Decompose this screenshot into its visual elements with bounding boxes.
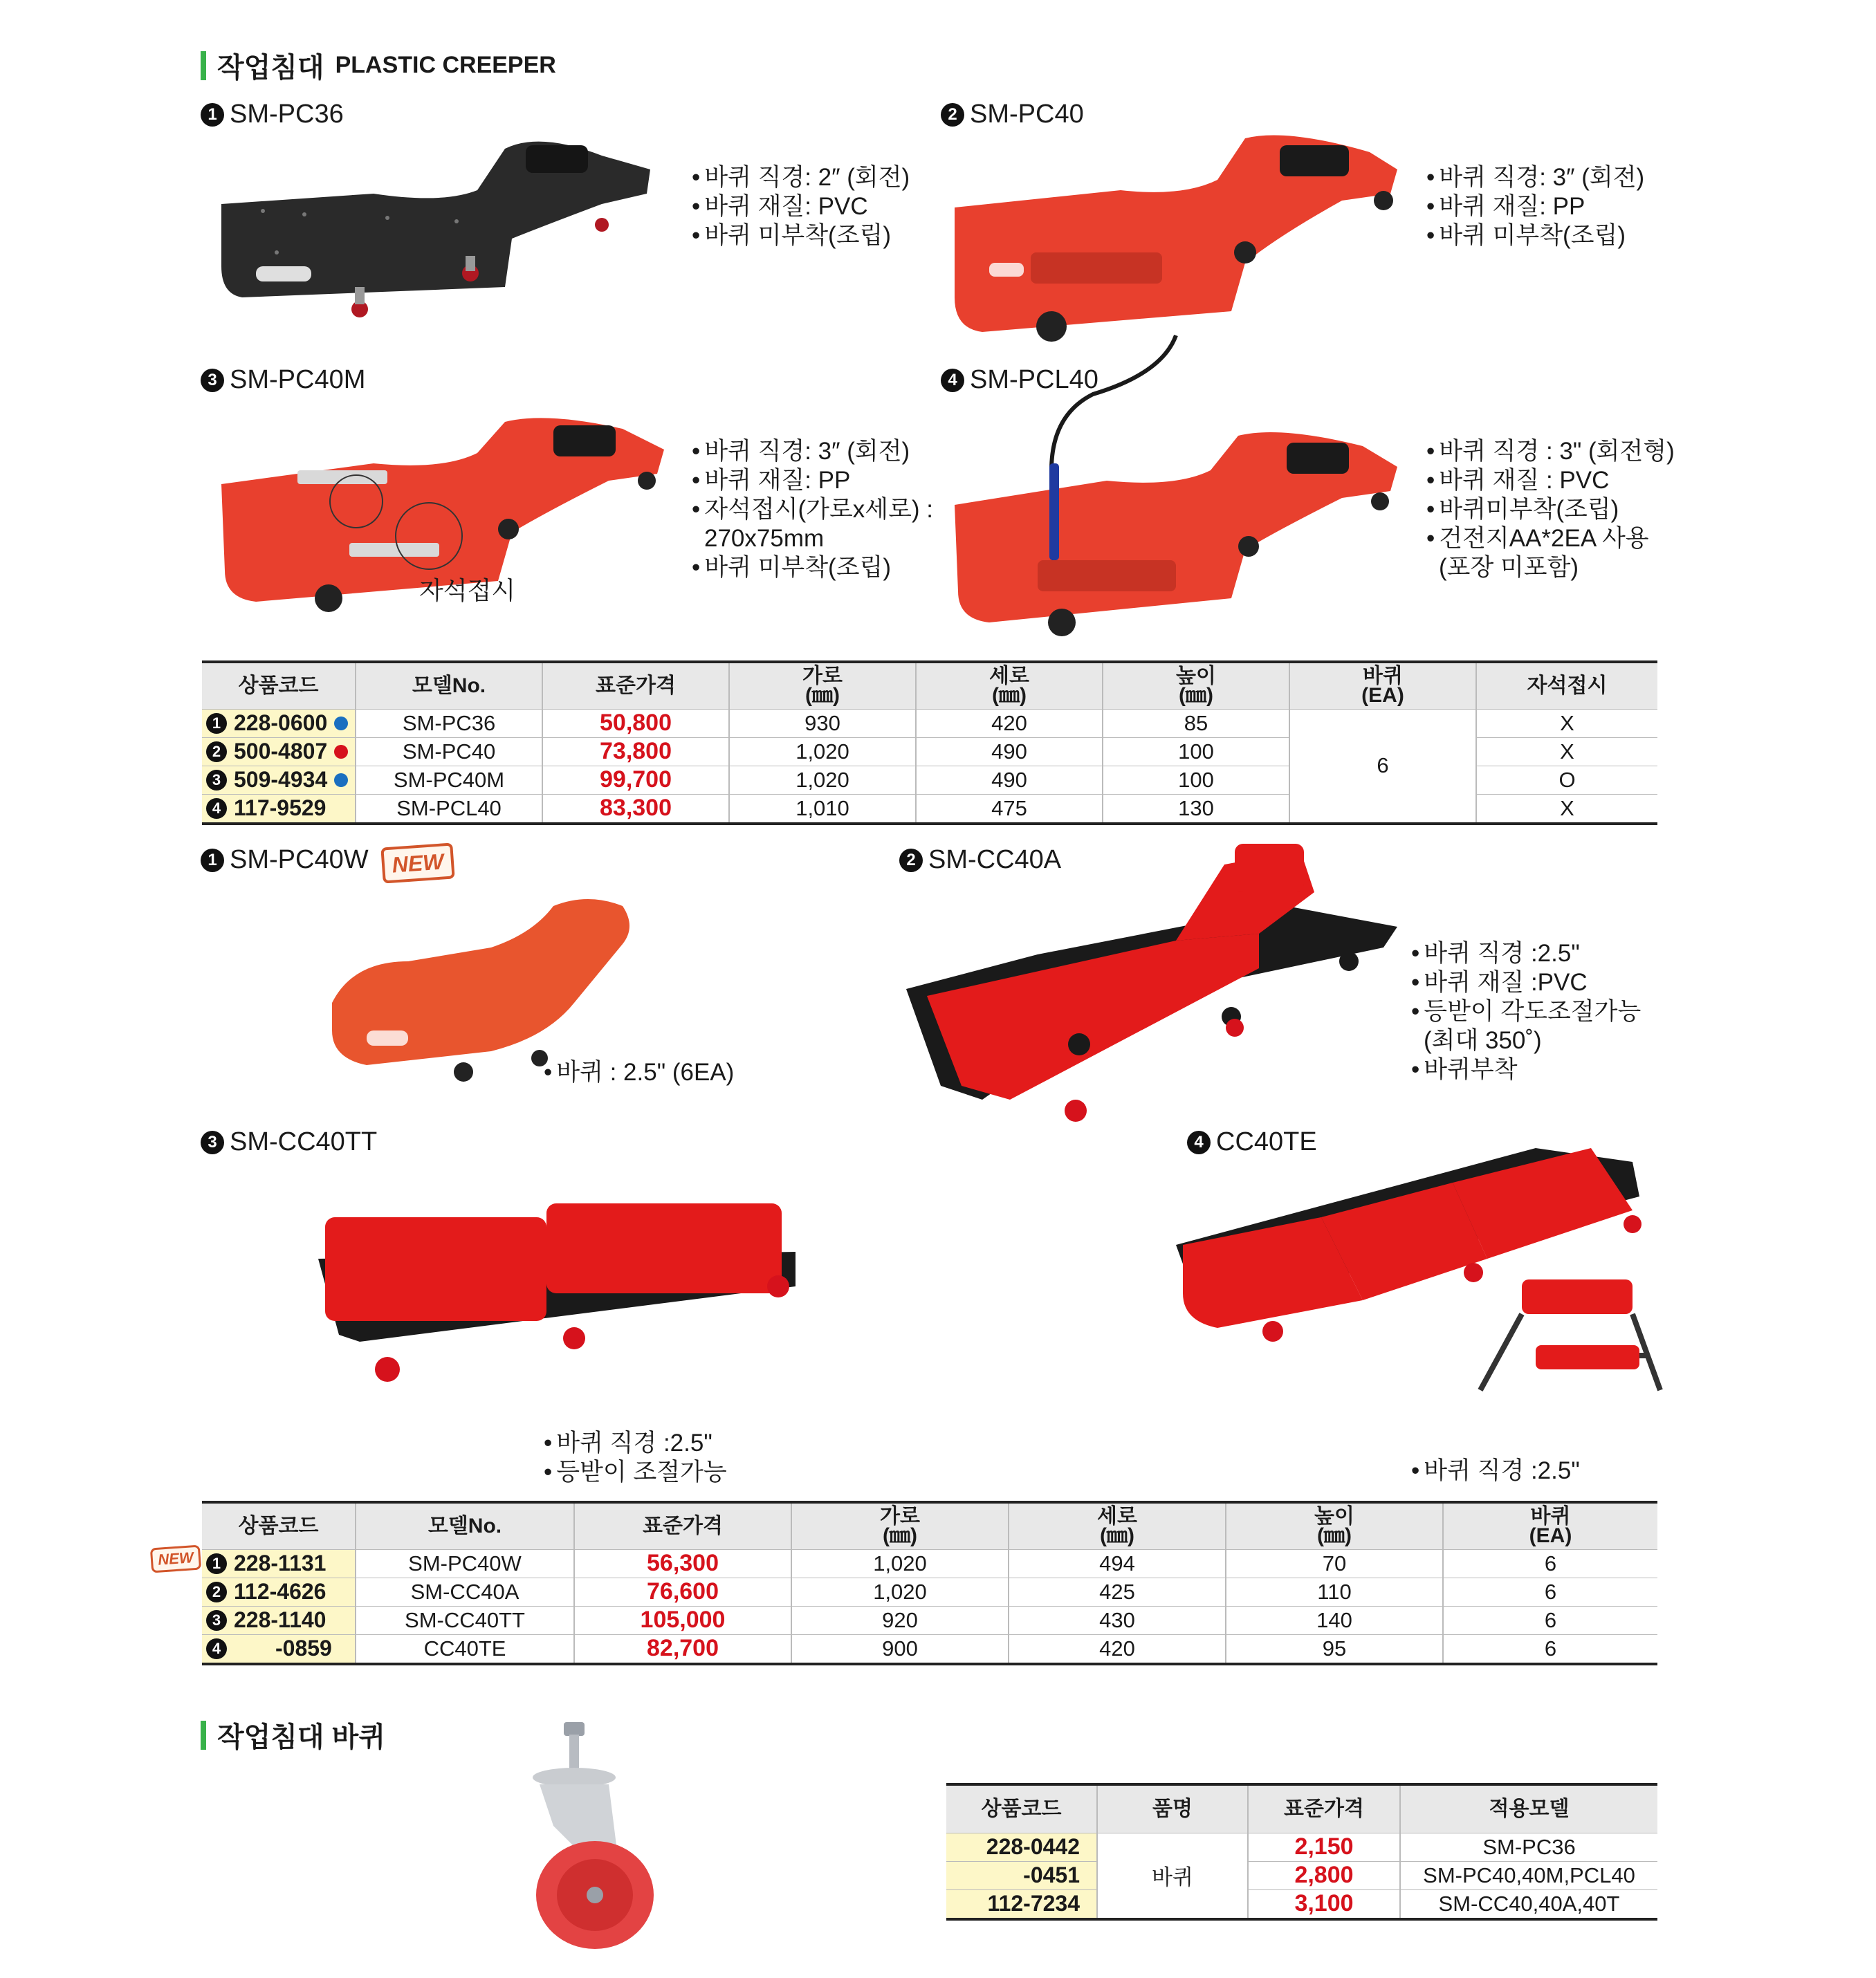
applicable-models-cell: SM-CC40,40A,40T	[1400, 1889, 1657, 1919]
section-title-ko: 작업침대 바퀴	[217, 1722, 385, 1753]
product-title	[941, 100, 1084, 129]
product-code: 117-9529	[234, 795, 327, 820]
spec-item: • 바퀴 : 2.5" (6EA)	[544, 1058, 734, 1087]
magnet-tray-caption: 자석접시	[419, 576, 516, 604]
spec-list	[1411, 939, 1641, 1084]
width-cell: 1,020	[729, 766, 916, 794]
number-badge: 2	[899, 849, 923, 872]
col-header: 품명	[1097, 1784, 1248, 1833]
width-cell: 1,020	[791, 1578, 1009, 1606]
number-badge: 1	[206, 713, 227, 734]
model-cell: SM-PC36	[356, 709, 542, 737]
spec-item: • 바퀴 미부착(조립)	[692, 221, 910, 250]
model-cell: SM-PC40M	[356, 766, 542, 794]
price-cell: 105,000	[574, 1606, 791, 1634]
spec-list	[544, 1429, 727, 1487]
title-accent-bar	[201, 1721, 206, 1750]
number-badge: 2	[206, 741, 227, 762]
creeper-led-image	[955, 332, 1411, 643]
spec-item: (포장 미포함)	[1439, 554, 1579, 581]
magnet-tray-cell: X	[1476, 794, 1657, 824]
model-name: CC40TE	[1216, 1127, 1317, 1156]
product-code: 509-4934	[234, 767, 328, 792]
spec-item: • 바퀴 미부착(조립)	[692, 553, 933, 582]
col-header: 세로 (㎜)	[1009, 1502, 1226, 1549]
wheels-cell: 6	[1443, 1634, 1657, 1664]
model-cell: CC40TE	[356, 1634, 574, 1664]
spec-item: • 등받이 조절가능	[544, 1458, 727, 1487]
price-cell: 99,700	[542, 766, 729, 794]
col-header: 표준가격	[574, 1502, 791, 1549]
height-cell: 95	[1226, 1634, 1443, 1664]
number-badge: 1	[201, 849, 224, 872]
model-name: SM-PC40	[970, 100, 1084, 129]
table-row	[946, 1833, 1657, 1861]
height-cell: 130	[1103, 794, 1289, 824]
price-cell: 2,150	[1248, 1833, 1400, 1861]
magnet-tray-cell: X	[1476, 709, 1657, 737]
price-cell: 82,700	[574, 1634, 791, 1664]
creeper-cc40tt-image	[318, 1183, 802, 1390]
creeper-table-2	[202, 1501, 1657, 1665]
width-cell: 1,020	[729, 737, 916, 766]
price-cell: 83,300	[542, 794, 729, 824]
model-name: SM-PC40W	[230, 845, 369, 874]
number-badge: 4	[206, 798, 227, 819]
wheels-cell: 6	[1443, 1606, 1657, 1634]
section-title	[201, 1715, 385, 1755]
spec-item: • 바퀴 재질: PP	[1426, 192, 1644, 221]
model-name: SM-CC40A	[928, 845, 1062, 874]
product-code: -0451	[946, 1861, 1097, 1889]
price-cell: 56,300	[574, 1549, 791, 1578]
wheels-cell: 6	[1443, 1578, 1657, 1606]
col-header: 상품코드	[946, 1784, 1097, 1833]
spec-item: • 바퀴 직경 :2.5"	[1411, 1457, 1580, 1486]
creeper-black-image	[214, 128, 657, 322]
product-code: 500-4807	[234, 739, 328, 764]
table-row	[202, 1549, 1657, 1578]
width-cell: 1,010	[729, 794, 916, 824]
section-title-en: PLASTIC CREEPER	[335, 52, 556, 78]
new-badge: NEW	[150, 1545, 201, 1573]
wheels-cell: 6	[1443, 1549, 1657, 1578]
spec-item: • 바퀴부착	[1411, 1055, 1641, 1084]
plastic-creeper-table	[202, 660, 1657, 825]
col-header: 표준가격	[1248, 1784, 1400, 1833]
wheel-table	[946, 1783, 1657, 1921]
spec-list	[1426, 437, 1675, 582]
product-title	[201, 845, 369, 875]
spec-item: • 바퀴 직경 : 3" (회전형)	[1426, 437, 1675, 466]
spec-list	[544, 1058, 734, 1087]
new-badge: NEW	[380, 842, 454, 883]
table-row	[202, 1606, 1657, 1634]
spec-item: • 바퀴 직경 :2.5"	[1411, 939, 1641, 968]
model-name: SM-PC36	[230, 100, 344, 129]
price-cell: 50,800	[542, 709, 729, 737]
product-code: 228-0600	[234, 710, 328, 735]
col-header: 가로 (㎜)	[729, 662, 916, 709]
product-code: 228-1140	[234, 1607, 327, 1632]
spec-item: 270x75mm	[704, 525, 825, 552]
creeper-cc40a-image	[899, 837, 1411, 1134]
model-cell: SM-PC40W	[356, 1549, 574, 1578]
col-header: 표준가격	[542, 662, 729, 709]
applicable-models-cell: SM-PC36	[1400, 1833, 1657, 1861]
table-row	[946, 1861, 1657, 1889]
col-header: 바퀴 (EA)	[1289, 662, 1476, 709]
number-badge: 2	[206, 1582, 227, 1602]
spec-item: • 바퀴 재질: PVC	[692, 192, 910, 221]
product-code: 112-7234	[946, 1889, 1097, 1919]
color-dot-icon	[334, 745, 348, 759]
model-cell: SM-CC40TT	[356, 1606, 574, 1634]
number-badge: 4	[941, 369, 964, 392]
spec-item: • 바퀴 직경: 3″ (회전)	[1426, 163, 1644, 192]
col-header: 모델No.	[356, 662, 542, 709]
section-title	[201, 46, 556, 85]
spec-item: • 바퀴 재질: PP	[692, 466, 933, 495]
magnet-tray-cell: O	[1476, 766, 1657, 794]
spec-list	[692, 437, 933, 582]
number-badge: 4	[1187, 1131, 1211, 1154]
number-badge: 3	[201, 369, 224, 392]
height-cell: 70	[1226, 1549, 1443, 1578]
color-dot-icon	[334, 773, 348, 787]
spec-item: • 바퀴 직경: 3″ (회전)	[692, 437, 933, 466]
spec-list	[1426, 163, 1644, 250]
magnet-tray-cell: X	[1476, 737, 1657, 766]
item-name-cell: 바퀴	[1097, 1833, 1248, 1919]
spec-item: • 자석접시(가로x세로) :	[692, 495, 933, 524]
col-header: 상품코드	[202, 662, 356, 709]
number-badge: 3	[206, 770, 227, 791]
spec-list	[1411, 1457, 1580, 1486]
width-cell: 930	[729, 709, 916, 737]
spec-item: • 바퀴 재질 :PVC	[1411, 968, 1641, 997]
product-code: -0859	[275, 1636, 332, 1661]
depth-cell: 490	[916, 737, 1103, 766]
model-cell: SM-PC40	[356, 737, 542, 766]
creeper-pc40w-image	[325, 892, 643, 1086]
height-cell: 140	[1226, 1606, 1443, 1634]
model-name: SM-CC40TT	[230, 1127, 378, 1156]
depth-cell: 430	[1009, 1606, 1226, 1634]
col-header: 가로 (㎜)	[791, 1502, 1009, 1549]
number-badge: 2	[941, 103, 964, 127]
applicable-models-cell: SM-PC40,40M,PCL40	[1400, 1861, 1657, 1889]
width-cell: 920	[791, 1606, 1009, 1634]
col-header: 바퀴 (EA)	[1443, 1502, 1657, 1549]
creeper-cc40te-image	[1176, 1127, 1667, 1432]
col-header: 높이 (㎜)	[1103, 662, 1289, 709]
model-cell: SM-PCL40	[356, 794, 542, 824]
price-cell: 2,800	[1248, 1861, 1400, 1889]
price-cell: 3,100	[1248, 1889, 1400, 1919]
wheels-cell: 6	[1289, 709, 1476, 824]
spec-item: • 바퀴미부착(조립)	[1426, 495, 1675, 524]
number-badge: 3	[206, 1610, 227, 1631]
height-cell: 110	[1226, 1578, 1443, 1606]
product-title	[201, 365, 365, 395]
product-title	[201, 100, 344, 129]
model-cell: SM-CC40A	[356, 1578, 574, 1606]
number-badge: 3	[201, 1131, 224, 1154]
depth-cell: 420	[1009, 1634, 1226, 1664]
height-cell: 100	[1103, 766, 1289, 794]
table-row	[202, 1634, 1657, 1664]
height-cell: 100	[1103, 737, 1289, 766]
col-header: 자석접시	[1476, 662, 1657, 709]
product-code: 228-0442	[946, 1833, 1097, 1861]
depth-cell: 475	[916, 794, 1103, 824]
price-cell: 76,600	[574, 1578, 791, 1606]
col-header: 상품코드	[202, 1502, 356, 1549]
col-header: 모델No.	[356, 1502, 574, 1549]
product-code: 112-4626	[234, 1579, 327, 1604]
depth-cell: 420	[916, 709, 1103, 737]
width-cell: 1,020	[791, 1549, 1009, 1578]
spec-item: • 등받이 각도조절가능	[1411, 997, 1641, 1026]
depth-cell: 490	[916, 766, 1103, 794]
table-row	[202, 709, 1657, 737]
spec-item: • 바퀴 직경: 2″ (회전)	[692, 163, 910, 192]
number-badge: 1	[206, 1553, 227, 1574]
col-header: 적용모델	[1400, 1784, 1657, 1833]
color-dot-icon	[334, 717, 348, 730]
product-code: 228-1131	[234, 1551, 327, 1575]
creeper-red-image	[955, 131, 1411, 346]
spec-item: • 바퀴 재질 : PVC	[1426, 466, 1675, 495]
model-name: SM-PC40M	[230, 365, 366, 394]
model-name: SM-PCL40	[970, 365, 1098, 394]
table-row	[202, 1578, 1657, 1606]
width-cell: 900	[791, 1634, 1009, 1664]
caster-wheel-image	[498, 1722, 664, 1950]
depth-cell: 425	[1009, 1578, 1226, 1606]
height-cell: 85	[1103, 709, 1289, 737]
table-row	[946, 1889, 1657, 1919]
spec-item: • 건전지AA*2EA 사용	[1426, 524, 1675, 553]
depth-cell: 494	[1009, 1549, 1226, 1578]
title-accent-bar	[201, 51, 206, 80]
number-badge: 4	[206, 1638, 227, 1659]
spec-item: (최대 350˚)	[1424, 1027, 1542, 1054]
section-title-ko: 작업침대	[217, 53, 324, 83]
spec-list	[692, 163, 910, 250]
col-header: 세로 (㎜)	[916, 662, 1103, 709]
col-header: 높이 (㎜)	[1226, 1502, 1443, 1549]
product-title	[201, 1127, 377, 1157]
price-cell: 73,800	[542, 737, 729, 766]
number-badge: 1	[201, 103, 224, 127]
spec-item: • 바퀴 직경 :2.5"	[544, 1429, 727, 1458]
spec-item: • 바퀴 미부착(조립)	[1426, 221, 1644, 250]
